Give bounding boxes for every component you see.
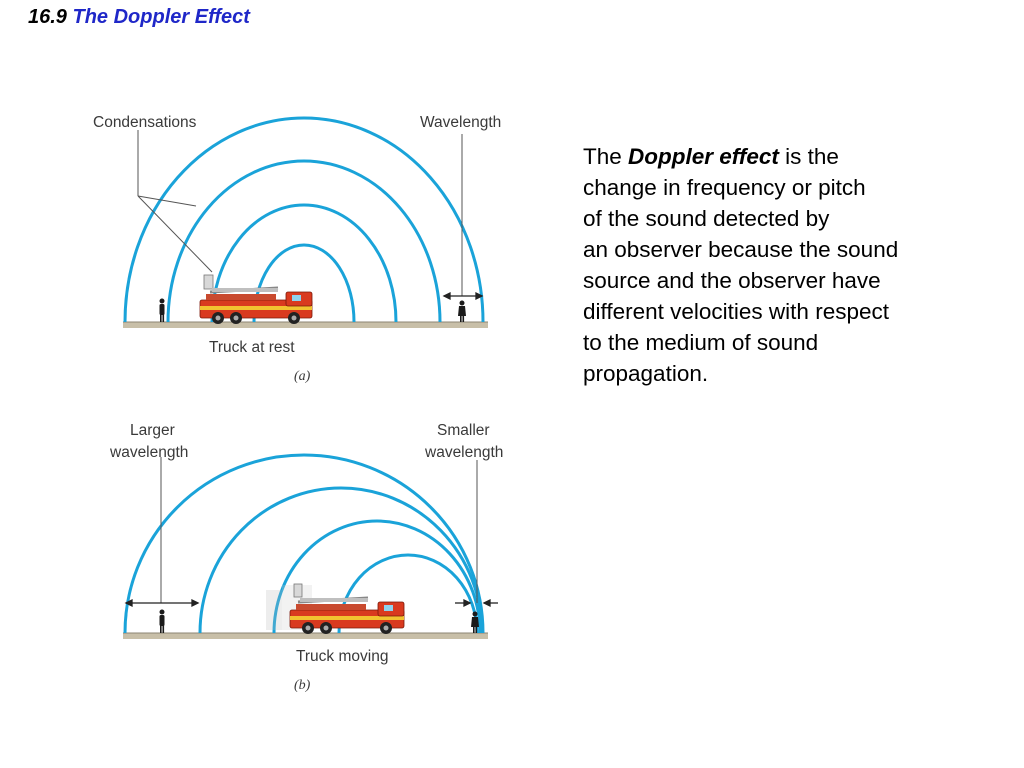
label-larger-wavelength: wavelength xyxy=(110,444,189,461)
tag-a: (a) xyxy=(294,369,311,384)
caption-truck-at-rest: Truck at rest xyxy=(209,339,295,356)
figure-a xyxy=(93,114,501,384)
description-line-6: different velocities with respect xyxy=(583,299,889,324)
description-line-4: an observer because the sound xyxy=(583,237,899,262)
description-line-2: change in frequency or pitch xyxy=(583,175,866,200)
ground-a xyxy=(123,322,488,328)
condensation-leaders xyxy=(138,130,212,272)
description-line-3: of the sound detected by xyxy=(583,206,830,231)
label-smaller-wavelength: wavelength xyxy=(425,444,504,461)
description-lead: The xyxy=(583,144,629,169)
label-larger: Larger xyxy=(130,422,175,439)
description-line-8: propagation. xyxy=(583,361,709,386)
slide-title-number: 16.9 xyxy=(28,6,67,28)
label-wavelength: Wavelength xyxy=(420,114,502,131)
wavelength-arrow-a xyxy=(444,293,482,299)
label-condensations: Condensations xyxy=(93,114,197,131)
description-line-1 xyxy=(583,141,963,172)
larger-wavelength-arrow xyxy=(126,600,198,606)
observer-left-b xyxy=(160,610,165,634)
doppler-description xyxy=(583,141,963,389)
figure-b xyxy=(109,422,503,693)
wave-front-a-4 xyxy=(125,118,483,322)
caption-truck-moving: Truck moving xyxy=(296,648,389,665)
description-rest: is the xyxy=(778,144,839,169)
observer-right-a xyxy=(458,301,466,323)
slide-title-text: The Doppler Effect xyxy=(72,6,250,28)
ground-b xyxy=(123,633,488,639)
description-line-5: source and the observer have xyxy=(583,268,881,293)
wave-fronts-a xyxy=(125,118,483,322)
description-term: Doppler effect xyxy=(628,144,779,169)
tag-b: (b) xyxy=(294,678,311,693)
description-line-7: to the medium of sound xyxy=(583,330,819,355)
observer-left-a xyxy=(160,299,165,323)
label-smaller: Smaller xyxy=(437,422,490,439)
